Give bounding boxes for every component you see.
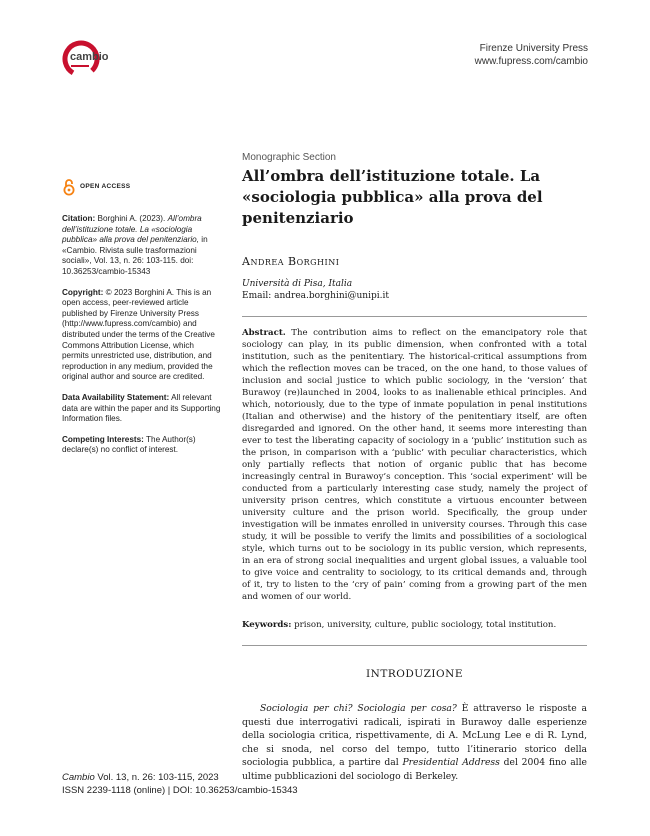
footer-journal-line — [62, 772, 298, 785]
citation-title: All’ombra dell’istituzione totale. La «sociologia pubblica» alla prova del penitenziario, — [62, 214, 202, 245]
author-affiliation: Università di Pisa, Italia — [242, 279, 353, 289]
open-access-label: OPEN ACCESS — [80, 182, 131, 190]
competing-interests-label: Competing Interests: — [62, 434, 144, 444]
keywords — [242, 619, 587, 631]
author-email[interactable]: Email: andrea.borghini@unipi.it — [242, 291, 389, 301]
citation-label: Citation: — [62, 214, 96, 223]
page-footer — [62, 772, 298, 797]
citation-author: Borghini A. (2023). — [97, 214, 166, 223]
footer-issue: Vol. 13, n. 26: 103-115, 2023 — [94, 772, 219, 783]
data-availability-block — [62, 393, 222, 425]
competing-interests-block — [62, 435, 222, 456]
publisher-name: Firenze University Press — [479, 43, 588, 54]
keywords-label: Keywords: — [242, 620, 292, 630]
publisher-url[interactable]: www.fupress.com/cambio — [474, 56, 588, 67]
data-availability-text: All relevant data are within the paper and its Supporting Information files. — [62, 392, 221, 424]
divider — [242, 316, 587, 317]
body-text-part2: del 2004 fino alle ultime pubblicazioni del sociologo di Berkeley. — [242, 757, 587, 782]
footer-issn: ISSN 2239-1118 (online) | DOI: 10.36253/cambio-15343 — [62, 784, 298, 796]
body-italic-address: Presidential Address — [402, 757, 500, 769]
copyright-block — [62, 288, 222, 383]
open-access-icon — [62, 178, 76, 196]
copyright-text: © 2023 Borghini A. This is an open access, peer-reviewed article published by Firenze University Press (http://www.fupress.com/cambio) and distributed under the terms of the Creative Commons Attribution License, which permits unrestricted use, distribution, and reproduction in any medium, provided the original author and source are credited. — [62, 287, 215, 382]
abstract — [242, 327, 587, 603]
data-availability-label: Data Availability Statement: — [62, 392, 170, 402]
section-label: Monographic Section — [242, 152, 336, 163]
abstract-text: The contribution aims to reflect on the emancipatory role that sociology can play, in its public dimension, when confronted with a total institution, such as the penitentiary. The historical-critical assumptions from which the reflection moves can be traced, on the one hand, to those values of inclusion and social justice to which public sociology, in the ‘version’ that Burawoy (re)launched in 2004, looks to as inalienable ethical principles. And which, notoriously, due to the type of inmate population in penal institutions (Italian and otherwise) and the history of the penitentiary itself, are often disregarded and ignored. On the other hand, it seems more interesting than ever to test the liberating capacity of sociology in a ‘public’ institution such as the prison, in comparison with a ‘public’ with peculiar characteristics, which only partially reflects that notion of organic public that has become increasingly central in Burawoy’s conception. This ‘social experiment’ will be conducted from a particularly interesting case study, namely the project of university prison centres, which constitute a virtuous encounter between university culture and the prison world. Specifically, the group under investigation will be inmates enrolled in university courses. Through this case study, it will be possible to verify the limits and possibilities of a sociological style, which turns out to be sociology in its public version, which represents, in an era of strong social inequalities and urgent global issues, a valuable tool to give voice and centrality to sociology, to its critical demands and, through of it, try to listen to the ‘cry of pain’ coming from a growing part of the men and women of our world. — [242, 328, 588, 602]
logo-underline — [71, 65, 89, 67]
body-italic-questions: Sociologia per chi? Sociologia per cosa? — [260, 703, 457, 714]
logo-text: cambio — [70, 51, 109, 63]
author-name: Andrea Borghini — [242, 255, 340, 268]
article-main — [242, 152, 587, 793]
divider — [242, 645, 587, 646]
abstract-label: Abstract. — [242, 328, 286, 338]
citation-block — [62, 214, 222, 278]
open-access-badge — [62, 178, 222, 196]
cambio-logo — [62, 40, 122, 80]
citation-details: in «Cambio. Rivista sulle trasformazioni sociali», Vol. 13, n. 26: 103-115. doi: 10.36253/cambio-15343 — [62, 235, 208, 276]
footer-journal: Cambio — [62, 772, 95, 783]
copyright-label: Copyright: — [62, 287, 104, 297]
section-heading: INTRODUZIONE — [365, 668, 464, 680]
article-title: All’ombra dell’istituzione totale. La «sociologia pubblica» alla prova del penitenziario — [242, 167, 543, 227]
publisher-info — [475, 42, 588, 68]
sidebar — [62, 178, 222, 466]
competing-interests-text: The Author(s) declare(s) no conflict of interest. — [62, 434, 196, 455]
keywords-text: prison, university, culture, public sociology, total institution. — [294, 620, 557, 630]
body-text-part1: È attraverso le risposte a questi due interrogativi radicali, ispirati in Burawoy dalle esperienze della sociologia critica, rispettivamente, di A. McLung Lee e di R. Lynd, che si snoda, nel corso del tempo, tutto l’itinerario storico della sociologia pubblica, a partire dal — [242, 703, 587, 769]
